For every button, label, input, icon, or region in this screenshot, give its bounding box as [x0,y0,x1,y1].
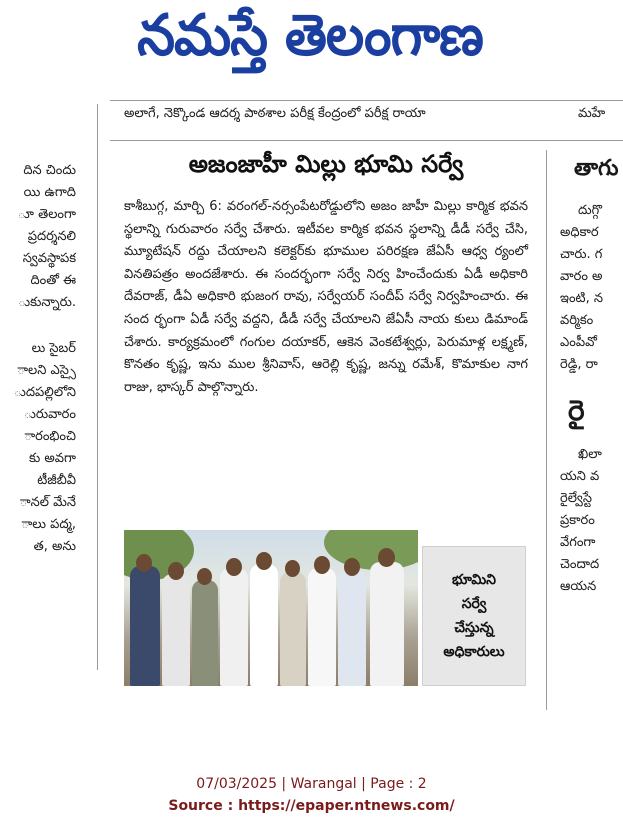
left-line: లు సైబర్ [31,341,76,356]
left-column-cutoff [0,160,76,680]
right-line: రెడ్డి, రా [560,357,598,372]
footer-source: Source : https://epaper.ntnews.com/ [168,798,455,814]
article-body [124,196,528,399]
caption-line: భూమిని [451,572,497,588]
left-line: దిన చిందు [23,163,76,178]
right-headline-2: రై [568,394,585,427]
right-line: చారు. గ [560,247,603,262]
left-line: ాలని ఎస్సై [17,363,76,378]
right-line: వర్మికం [560,313,594,328]
left-line: దింతో ఈ [30,273,76,288]
left-line: స్వవస్థాపక [22,251,76,266]
right-line: వారం అ [560,269,603,284]
caption-line: అధికారులు [443,644,505,660]
right-line: దుగ్గొ [578,203,603,218]
left-line: యి ఉగాది [23,185,76,200]
right-line: ఆయన [560,579,597,594]
photo-caption [422,546,526,686]
masthead-title: నమస్తే తెలంగాణ [137,1,483,68]
left-line: ూ తెలంగా [17,207,76,222]
column-divider-right [546,150,547,710]
top-strip-right-text: మహే [578,106,606,121]
article-headline: అజంజాహీ మిల్లు భూమి సర్వే [188,150,464,178]
right-line: వేగంగా [560,535,596,550]
left-line: కు అవగా [28,451,76,466]
headline-rule [110,140,623,141]
right-line: రైల్వేస్టే [560,491,593,506]
left-line: ుదపల్లిలోని [13,385,76,400]
left-line: త, అను [33,539,76,554]
caption-line: సర్వే [461,596,487,612]
left-line: ుకున్నారు. [18,295,76,310]
right-line: చెందాద [560,557,600,572]
footer-date-edition: 07/03/2025 | Warangal | Page : 2 [196,776,427,792]
caption-line: చేస్తున్న [454,620,494,636]
column-divider-left [97,104,98,670]
right-line: ఇంటి, న [560,291,603,306]
left-line: ాలు పద్మ, [21,517,76,532]
right-headline: తాగు [574,156,619,181]
left-line: ారంభించి [24,429,76,444]
newspaper-masthead [110,2,510,82]
article-paragraph: కాశీబుగ్గ, మార్చి 6: వరంగల్-నర్సంపేటరోడ్డులోని అజం జాహీ మిల్లు కార్మిక భవన స్థలాన్ని గురువారం సర్వే చేశారు. ఇటీవల కార్మిక భవన స్థలాన్ని డీడీ సర్వే చేసి, మ్యూటేషన్ రద్దు చేయాలని కలెక్టర్‌కు భూముల పరిరక్షణ జేఏసీ ఆధ్వ ర్యంలో వినతిపత్రం అందజేశారు. ఈ సందర్భంగా సర్వే నిర్వ హించేందుకు ఏడీ అధికారి దేవరాజ్, డీఏ అధికారి భుజంగ రావు, సర్వేయర్ సందీప్ సర్వే నిర్వహించారు. ఈ సంద ర్భంగా ఏడీ సర్వే వద్దని, డీడీ సర్వే చేయాలని జేఏసీ నాయ కులు డిమాండ్ చేశారు. కార్యక్రమంలో గంగుల దయాకర్, ఆకెన వెంకటేశ్వర్లు, పెరుమాళ్ల లక్ష్మణ్, కొనతం కృష్ణ, ఇను ముల శ్రీనివాస్, ఆరెల్లి కృష్ణ, జన్ను రమేశ్, కొమాకుల నాగ రాజు, భాస్కర్ పాల్గొన్నారు. [124,199,528,395]
right-line: ఎంపీవో [560,335,597,350]
article-photo [124,530,418,686]
left-line: ానల్ మేనే [19,495,76,510]
right-column-cutoff [560,150,623,710]
left-line: ురువారం [23,407,76,422]
left-line: టీజీబీవీ [37,473,76,488]
right-line: యని వ [560,469,600,484]
right-line: ఖిలా [578,447,602,462]
top-strip-text: అలాగే, నెక్కొండ ఆదర్శ పాఠశాల పరీక్ష కేంద్రంలో పరీక్ష రాయా [124,106,426,121]
left-line: ప్రదర్శనలి [27,229,76,244]
right-line: అధికార [560,225,599,240]
right-line: ప్రకారం [560,513,595,528]
top-rule [110,100,623,101]
